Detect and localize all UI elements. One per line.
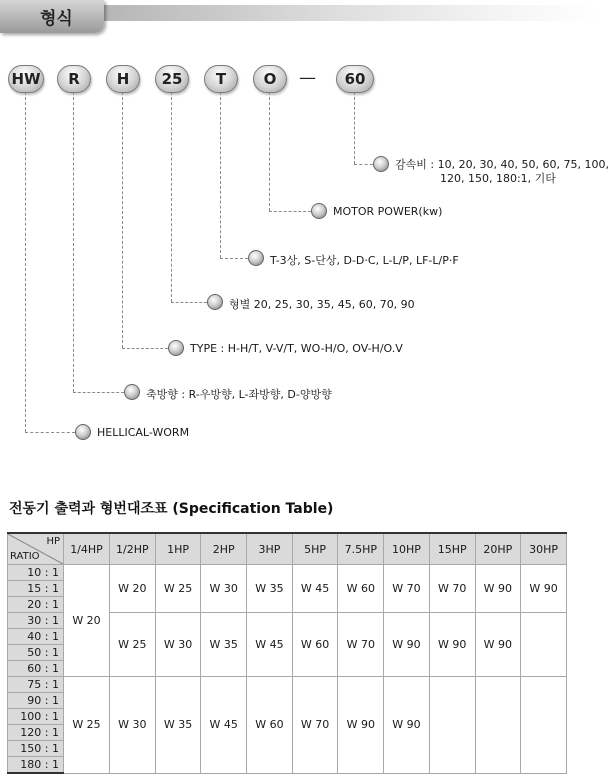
hp-header: 2HP — [201, 533, 247, 565]
hp-header: 20HP — [475, 533, 521, 565]
ratio-cell: 30 : 1 — [8, 613, 64, 629]
model-cell: W 35 — [247, 565, 293, 613]
model-cell: W 45 — [292, 565, 338, 613]
connector-line — [269, 92, 270, 211]
model-cell: W 90 — [384, 677, 430, 774]
table-row — [8, 677, 610, 693]
model-cell: W 30 — [110, 677, 156, 774]
empty-cell — [475, 677, 521, 774]
bullet-icon — [124, 384, 140, 400]
ratio-cell: 150 : 1 — [8, 741, 64, 757]
hp-header: 10HP — [384, 533, 430, 565]
legend-hellical-label: HELLICAL-WORM — [97, 426, 189, 439]
connector-line — [354, 92, 355, 164]
hp-header: 7.5HP — [338, 533, 384, 565]
ratio-cell: 180 : 1 — [8, 757, 64, 774]
empty-cell — [429, 677, 475, 774]
code-separator: — — [299, 68, 316, 88]
model-cell: W 25 — [110, 613, 156, 677]
hp-header: 3HP — [247, 533, 293, 565]
model-cell: W 90 — [475, 565, 521, 613]
model-cell: W 60 — [338, 565, 384, 613]
ratio-cell: 10 : 1 — [8, 565, 64, 581]
model-cell: W 30 — [155, 613, 201, 677]
bullet-icon — [207, 294, 223, 310]
legend-motor-label: MOTOR POWER(kw) — [333, 205, 442, 218]
legend-type-label: TYPE : H-H/T, V-V/T, WO-H/O, OV-H/O.V — [190, 342, 403, 355]
connector-line — [25, 92, 26, 432]
ratio-cell: 75 : 1 — [8, 677, 64, 693]
ratio-cell: 20 : 1 — [8, 597, 64, 613]
model-cell: W 60 — [247, 677, 293, 774]
model-cell: W 90 — [338, 677, 384, 774]
bullet-icon — [311, 203, 327, 219]
ratio-cell: 40 : 1 — [8, 629, 64, 645]
ratio-cell: 15 : 1 — [8, 581, 64, 597]
spec-table-title: 전동기 출력과 형번대조표 (Specification Table) — [9, 498, 333, 518]
model-cell: W 45 — [201, 677, 247, 774]
legend-ratio-label-cont: 120, 150, 180:1, 기타 — [440, 170, 556, 186]
model-cell: W 90 — [475, 613, 521, 677]
bullet-icon — [373, 156, 389, 172]
ratio-cell: 90 : 1 — [8, 693, 64, 709]
model-cell: W 20 — [64, 565, 110, 677]
connector-line — [171, 92, 172, 302]
model-cell: W 70 — [292, 677, 338, 774]
page-title: 형식 — [40, 4, 73, 29]
hp-header: 1HP — [155, 533, 201, 565]
hp-header: 1/4HP — [64, 533, 110, 565]
model-cell: W 70 — [384, 565, 430, 613]
table-corner-cell — [8, 533, 64, 565]
code-part-hw: HW — [8, 65, 44, 93]
header-decoration-bar — [100, 5, 598, 21]
legend-power-label: T-3상, S-단상, D-D·C, L-L/P, LF-L/P·F — [270, 252, 459, 268]
hp-header: 15HP — [429, 533, 475, 565]
legend-shaft-label: 축방향 : R-우방향, L-좌방향, D-양방향 — [146, 386, 332, 402]
legend-size-label: 형별 20, 25, 30, 35, 45, 60, 70, 90 — [229, 296, 415, 312]
code-part-ratio: 60 — [336, 65, 374, 93]
code-part-shaft: R — [57, 65, 91, 93]
hp-header: 5HP — [292, 533, 338, 565]
bullet-icon — [168, 340, 184, 356]
ratio-cell: 120 : 1 — [8, 725, 64, 741]
model-cell: W 90 — [384, 613, 430, 677]
code-part-size: 25 — [155, 65, 189, 93]
model-cell: W 70 — [429, 565, 475, 613]
connector-line — [122, 348, 168, 349]
model-cell: W 30 — [201, 565, 247, 613]
bullet-icon — [75, 424, 91, 440]
model-cell: W 90 — [521, 565, 567, 613]
model-cell: W 60 — [292, 613, 338, 677]
code-part-motor: O — [253, 65, 287, 93]
spec-table — [7, 532, 610, 774]
hp-header: 1/2HP — [110, 533, 156, 565]
model-cell: W 35 — [201, 613, 247, 677]
ratio-cell: 50 : 1 — [8, 645, 64, 661]
hp-header: 30HP — [521, 533, 567, 565]
connector-line — [171, 302, 207, 303]
model-cell: W 25 — [155, 565, 201, 613]
empty-cell — [521, 677, 567, 774]
model-cell: W 35 — [155, 677, 201, 774]
connector-line — [73, 92, 74, 392]
model-cell: W 70 — [338, 613, 384, 677]
empty-cell — [521, 613, 567, 677]
connector-line — [25, 432, 75, 433]
connector-line — [220, 92, 221, 258]
code-part-type: H — [106, 65, 140, 93]
table-row — [8, 565, 610, 581]
connector-line — [122, 92, 123, 348]
model-cell: W 25 — [64, 677, 110, 774]
corner-ratio-label: RATIO — [10, 551, 40, 562]
connector-line — [73, 392, 124, 393]
connector-line — [269, 211, 311, 212]
ratio-cell: 60 : 1 — [8, 661, 64, 677]
model-cell: W 90 — [429, 613, 475, 677]
corner-hp-label: HP — [46, 536, 60, 547]
connector-line — [354, 164, 373, 165]
bullet-icon — [248, 250, 264, 266]
code-part-power-type: T — [204, 65, 238, 93]
ratio-cell: 100 : 1 — [8, 709, 64, 725]
model-cell: W 45 — [247, 613, 293, 677]
model-cell: W 20 — [110, 565, 156, 613]
connector-line — [220, 258, 248, 259]
legend-ratio-label: 감속비 : 10, 20, 30, 40, 50, 60, 75, 100, — [395, 156, 609, 172]
